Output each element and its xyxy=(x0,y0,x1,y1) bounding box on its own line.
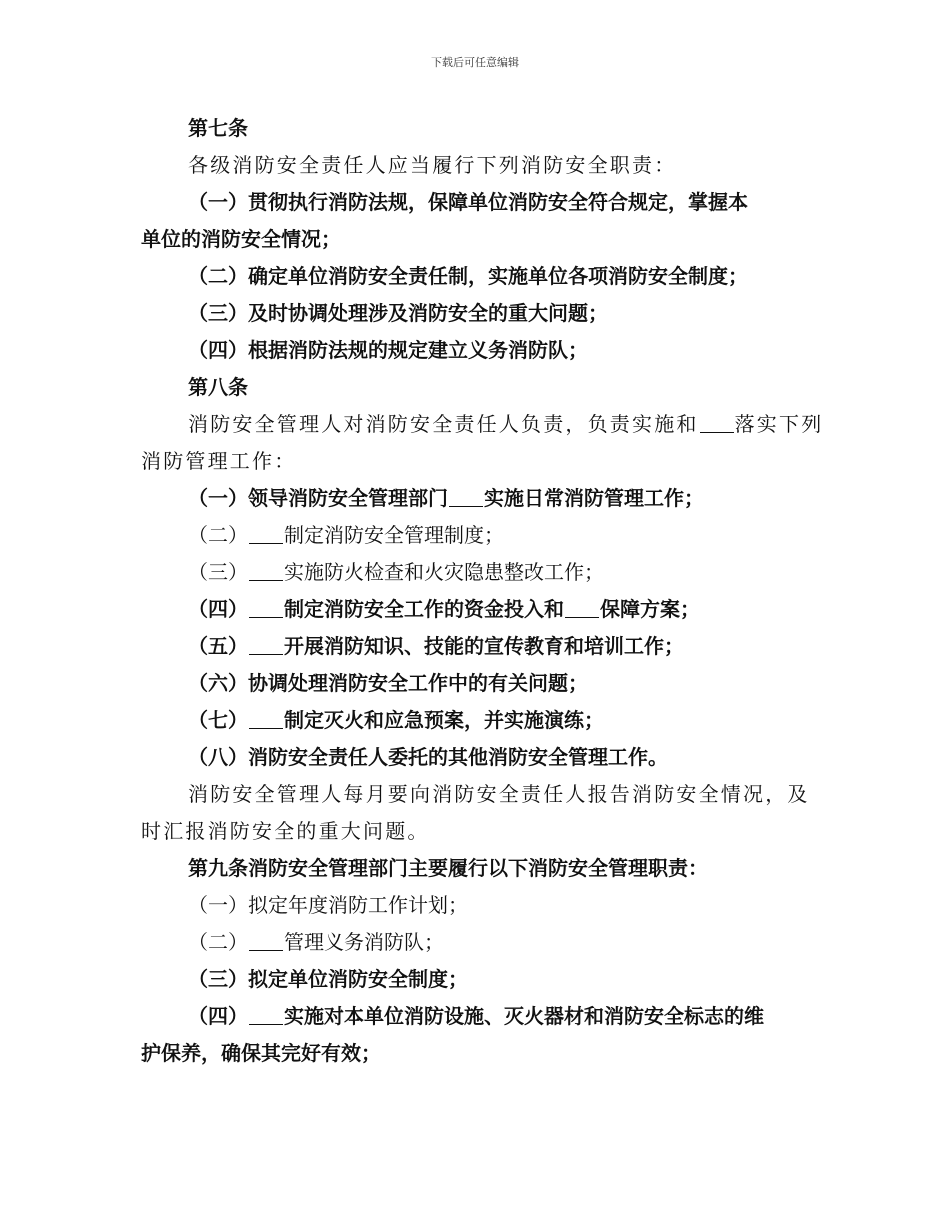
article-9-item-4-cont: 护保养，确保其完好有效； xyxy=(141,1041,381,1065)
article-8-item-3: （三） 实施防火检查和火灾隐患整改工作； xyxy=(188,560,604,584)
article-9-item-1: （一）拟定年度消防工作计划； xyxy=(188,893,468,917)
fill-blank xyxy=(249,930,283,951)
article-8-item-6: （六）协调处理消防安全工作中的有关问题； xyxy=(188,671,588,695)
fill-blank xyxy=(700,412,734,433)
article-8-note-cont: 时汇报消防安全的重大问题。 xyxy=(141,819,430,843)
fill-blank xyxy=(249,1004,283,1025)
article-8-intro: 消防安全管理人对消防安全责任人负责，负责实施和 落实下列 xyxy=(188,412,824,436)
article-9-item-4: （四） 实施对本单位消防设施、灭火器材和消防安全标志的维 xyxy=(188,1004,764,1028)
fill-blank xyxy=(249,634,283,655)
fill-blank xyxy=(565,597,599,618)
article-7-item-4: （四）根据消防法规的规定建立义务消防队； xyxy=(188,338,588,362)
article-8-item-4: （四） 制定消防安全工作的资金投入和 保障方案； xyxy=(188,597,700,621)
fill-blank xyxy=(249,708,283,729)
article-7-item-3: （三）及时协调处理涉及消防安全的重大问题； xyxy=(188,301,608,325)
article-7-item-1-cont: 单位的消防安全情况； xyxy=(141,227,341,251)
article-8-title: 第八条 xyxy=(188,375,248,399)
article-8-item-1: （一）领导消防安全管理部门 实施日常消防管理工作； xyxy=(188,486,704,510)
article-7-item-2: （二）确定单位消防安全责任制，实施单位各项消防安全制度； xyxy=(188,264,748,288)
fill-blank xyxy=(249,523,283,544)
fill-blank xyxy=(249,560,283,581)
article-8-note: 消防安全管理人每月要向消防安全责任人报告消防安全情况，及 xyxy=(188,782,810,806)
page-header: 下载后可任意编辑 xyxy=(431,56,519,69)
article-8-item-8: （八）消防安全责任人委托的其他消防安全管理工作。 xyxy=(188,745,668,769)
article-8-item-7: （七） 制定灭火和应急预案，并实施演练； xyxy=(188,708,604,732)
article-8-item-5: （五） 开展消防知识、技能的宣传教育和培训工作； xyxy=(188,634,684,658)
article-7-intro: 各级消防安全责任人应当履行下列消防安全职责： xyxy=(188,153,677,177)
article-8-intro-cont: 消防管理工作： xyxy=(141,449,297,473)
article-7-item-1: （一）贯彻执行消防法规，保障单位消防安全符合规定，掌握本 xyxy=(188,190,748,214)
article-9-item-2: （二） 管理义务消防队； xyxy=(188,930,444,954)
fill-blank xyxy=(449,486,483,507)
article-8-item-2: （二） 制定消防安全管理制度； xyxy=(188,523,504,547)
fill-blank xyxy=(249,597,283,618)
article-9-title: 第九条消防安全管理部门主要履行以下消防安全管理职责： xyxy=(188,856,708,880)
article-9-item-3: （三）拟定单位消防安全制度； xyxy=(188,967,468,991)
document-body xyxy=(141,110,824,1072)
article-7-title: 第七条 xyxy=(188,116,248,140)
